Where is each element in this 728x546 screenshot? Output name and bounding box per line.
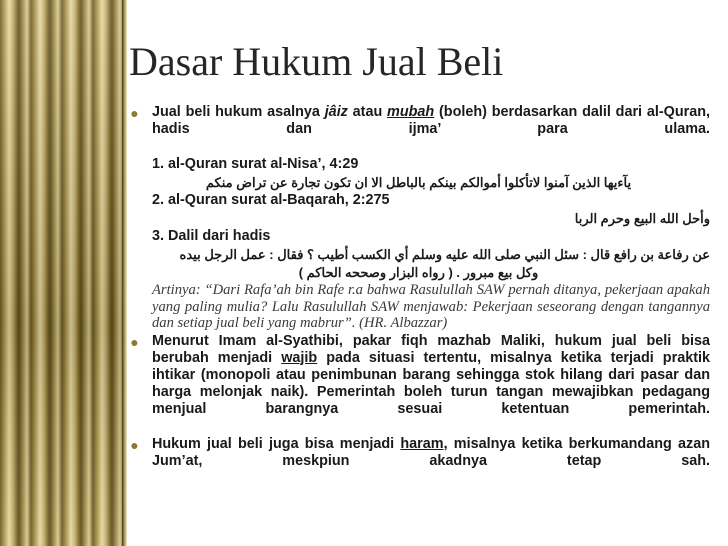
text-span: (boleh) berdasarkan dalil dari al-Quran, hadis dan ijma’ para ulama. bbox=[152, 104, 711, 137]
hadis-translation: Artinya: “Dari Rafa’ah bin Rafe r.a bahwa Rasulullah SAW pernah ditanya, pekerjaan apakah yang paling mulia? Lalu Rasulullah SAW menjawab: Pekerjaan seseorang dengan tangannya dan setiap jual beli yang mabrur”. (HR. Albazzar) bbox=[152, 282, 710, 331]
dalil-item-2: 2. al-Quran surat al-Baqarah, 2:275 bbox=[152, 192, 390, 208]
bullet-item-wajib bbox=[127, 333, 710, 435]
dalil-item-3: 3. Dalil dari hadis bbox=[152, 228, 271, 244]
term-wajib: wajib bbox=[281, 349, 318, 366]
text-span: Hukum jual beli juga bisa menjadi bbox=[152, 435, 401, 452]
bullet-item-asal-hukum bbox=[127, 104, 710, 155]
bullet-icon: ● bbox=[130, 436, 139, 453]
bullet-text bbox=[152, 104, 710, 155]
arabic-hadis-line-1: عن رفاعة بن رافع قال : سئل النبي صلى الله عليه وسلم أي الكسب أطيب ؟ فقال : عمل الرجل بيده bbox=[179, 247, 710, 262]
slide bbox=[127, 0, 728, 546]
slide-content bbox=[127, 104, 710, 487]
bullet-icon: ● bbox=[130, 333, 139, 350]
arabic-verse-baqarah: وأحل الله البيع وحرم الربا bbox=[574, 211, 710, 226]
text-span: pada situasi tertentu, misalnya ketika terjadi praktik ihtikar (monopoli atau penimbunan barang sehingga stok hilang dari pasar dan harga melonjak naik). Pemerintah boleh turun tangan mewajibkan pedagang menjual barangnya sesuai ketentuan pemerintah. bbox=[152, 349, 710, 417]
term-mubah: mubah bbox=[387, 104, 435, 120]
arabic-hadis-line-2: وكل بيع مبرور . ( رواه البزار وصححه الحاكم ) bbox=[298, 265, 539, 280]
text-span: atau bbox=[347, 104, 388, 120]
text-span: , misalnya ketika berkumandang azan Jum’at, meskpiun akadnya tetap sah. bbox=[152, 435, 710, 469]
slide-title: Dasar Hukum Jual Beli bbox=[129, 39, 504, 84]
text-span: Jual beli hukum asalnya bbox=[152, 104, 325, 120]
bullet-text bbox=[152, 333, 710, 435]
term-jaiz: jâiz bbox=[324, 104, 348, 120]
text-span: Menurut Imam al-Syathibi, pakar fiqh mazhab Maliki, hukum jual beli bisa berubah menjadi bbox=[152, 332, 710, 366]
bullet-item-haram bbox=[127, 436, 710, 487]
bullet-icon: ● bbox=[130, 105, 139, 121]
arabic-verse-nisa: يآءيها الذين آمنوا لاتأكلوا أموالكم بينكم بالباطل الا ان تكون تجارة عن تراض منكم bbox=[205, 175, 632, 190]
decorative-curtain-band bbox=[0, 0, 122, 546]
bullet-text bbox=[152, 436, 710, 487]
term-haram: haram bbox=[400, 435, 444, 452]
dalil-item-1: 1. al-Quran surat al-Nisa’, 4:29 bbox=[152, 156, 359, 172]
